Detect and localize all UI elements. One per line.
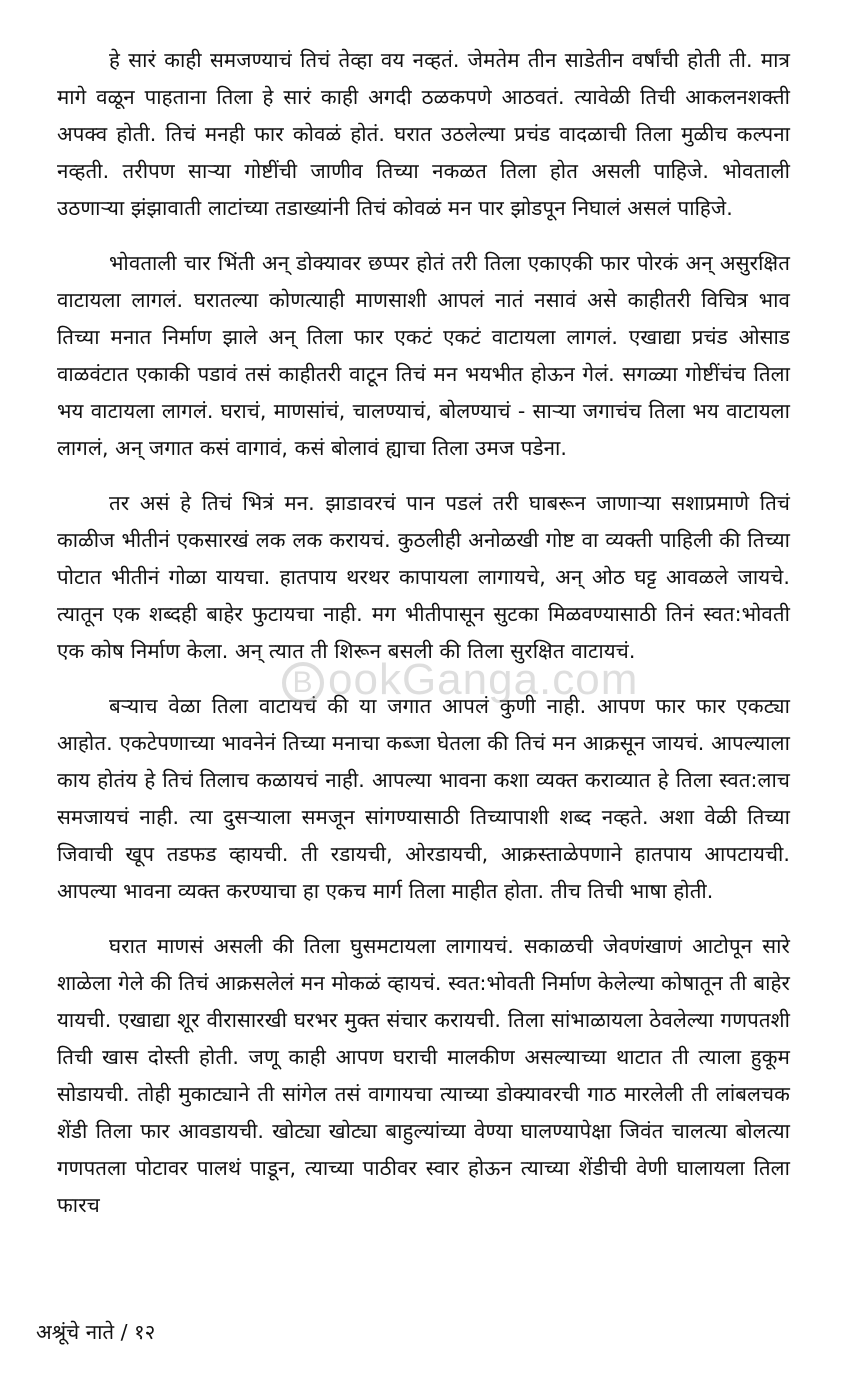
watermark-logo-icon: B — [282, 662, 324, 704]
paragraph-3: तर असं हे तिचं भित्रं मन. झाडावरचं पान पडलं तरी घाबरून जाणाऱ्या सशाप्रमाणे तिचं काळीज भीतीनं एकसारखं लक लक करायचं. कुठलीही अनोळखी गोष्ट वा व्यक्ती पाहिली की तिच्या पोटात भीतीनं गोळा यायचा. हातपाय थरथर कापायला लागायचे, अन् ओठ घट्ट आवळले जायचे. त्यातून एक शब्दही बाहेर फुटायचा नाही. मग भीतीपासून सुटका मिळवण्यासाठी तिनं स्वत:भोवती एक कोष निर्माण केला. अन् त्यात ती शिरून बसली की तिला सुरक्षित वाटायचं. — [57, 491, 790, 663]
paragraph-2: भोवताली चार भिंती अन् डोक्यावर छप्पर होतं तरी तिला एकाएकी फार पोरकं अन् असुरक्षित वाटायला लागलं. घरातल्या कोणत्याही माणसाशी आपलं नातं नसावं असे काहीतरी विचित्र भाव तिच्या मनात निर्माण झाले अन् तिला फार एकटं एकटं वाटायला लागलं. एखाद्या प्रचंड ओसाड वाळवंटात एकाकी पडावं तसं काहीतरी वाटून तिचं मन भयभीत होऊन गेलं. सगळ्या गोष्टींचंच तिला भय वाटायला लागलं. घराचं, माणसांचं, चालण्याचं, बोलण्याचं - साऱ्या जगाचंच तिला भय वाटायला लागलं, अन् जगात कसं वागावं, कसं बोलावं ह्याचा तिला उमज पडेना. — [57, 251, 790, 460]
page-footer: अश्रूंचे नाते / १२ — [36, 1320, 156, 1344]
paragraph-1: हे सारं काही समजण्याचं तिचं तेव्हा वय नव्हतं. जेमतेम तीन साडेतीन वर्षांची होती ती. मात्र मागे वळून पाहताना तिला हे सारं काही अगदी ठळकपणे आठवतं. त्यावेळी तिची आकलनशक्ती अपक्व होती. तिचं मनही फार कोवळं होतं. घरात उठलेल्या प्रचंड वादळाची तिला मुळीच कल्पना नव्हती. तरीपण साऱ्या गोष्टींची जाणीव तिच्या नकळत तिला होत असली पाहिजे. भोवताली उठणाऱ्या झंझावाती लाटांच्या तडाख्यांनी तिचं कोवळं मन पार झोडपून निघालं असलं पाहिजे. — [57, 48, 790, 220]
watermark-text: ookGanga.com — [328, 655, 639, 704]
paragraph-5: घरात माणसं असली की तिला घुसमटायला लागायचं. सकाळची जेवणंखाणं आटोपून सारे शाळेला गेले की तिचं आक्रसलेलं मन मोकळं व्हायचं. स्वत:भोवती निर्माण केलेल्या कोषातून ती बाहेर यायची. एखाद्या शूर वीरासारखी घरभर मुक्त संचार करायची. तिला सांभाळायला ठेवलेल्या गणपतशी तिची खास दोस्ती होती. जणू काही आपण घराची मालकीण असल्याच्या थाटात ती त्याला हुकूम सोडायची. तोही मुकाट्याने ती सांगेल तसं वागायचा त्याच्या डोक्यावरची गाठ मारलेली ती लांबलचक शेंडी तिला फार आवडायची. खोट्या खोट्या बाहुल्यांच्या वेण्या घालण्यापेक्षा जिवंत चालत्या बोलत्या गणपतला पोटावर पालथं पाडून, त्याच्या पाठीवर स्वार होऊन त्याच्या शेंडीची वेणी घालायला तिला फारच — [57, 934, 790, 1217]
paragraph-4: बऱ्याच वेळा तिला वाटायचं की या जगात आपलं कुणी नाही. आपण फार फार एकट्या आहोत. एकटेपणाच्या भावनेनं तिच्या मनाचा कब्जा घेतला की तिचं मन आक्रसून जायचं. आपल्याला काय होतंय हे तिचं तिलाच कळायचं नाही. आपल्या भावना कशा व्यक्त कराव्यात हे तिला स्वत:लाच समजायचं नाही. त्या दुसऱ्याला समजून सांगण्यासाठी तिच्यापाशी शब्द नव्हते. अशा वेळी तिच्या जिवाची खूप तडफड व्हायची. ती रडायची, ओरडायची, आक्रस्ताळेपणाने हातपाय आपटायची. आपल्या भावना व्यक्त करण्याचा हा एकच मार्ग तिला माहीत होता. तीच तिची भाषा होती. — [57, 694, 790, 903]
page-body — [57, 42, 790, 1242]
